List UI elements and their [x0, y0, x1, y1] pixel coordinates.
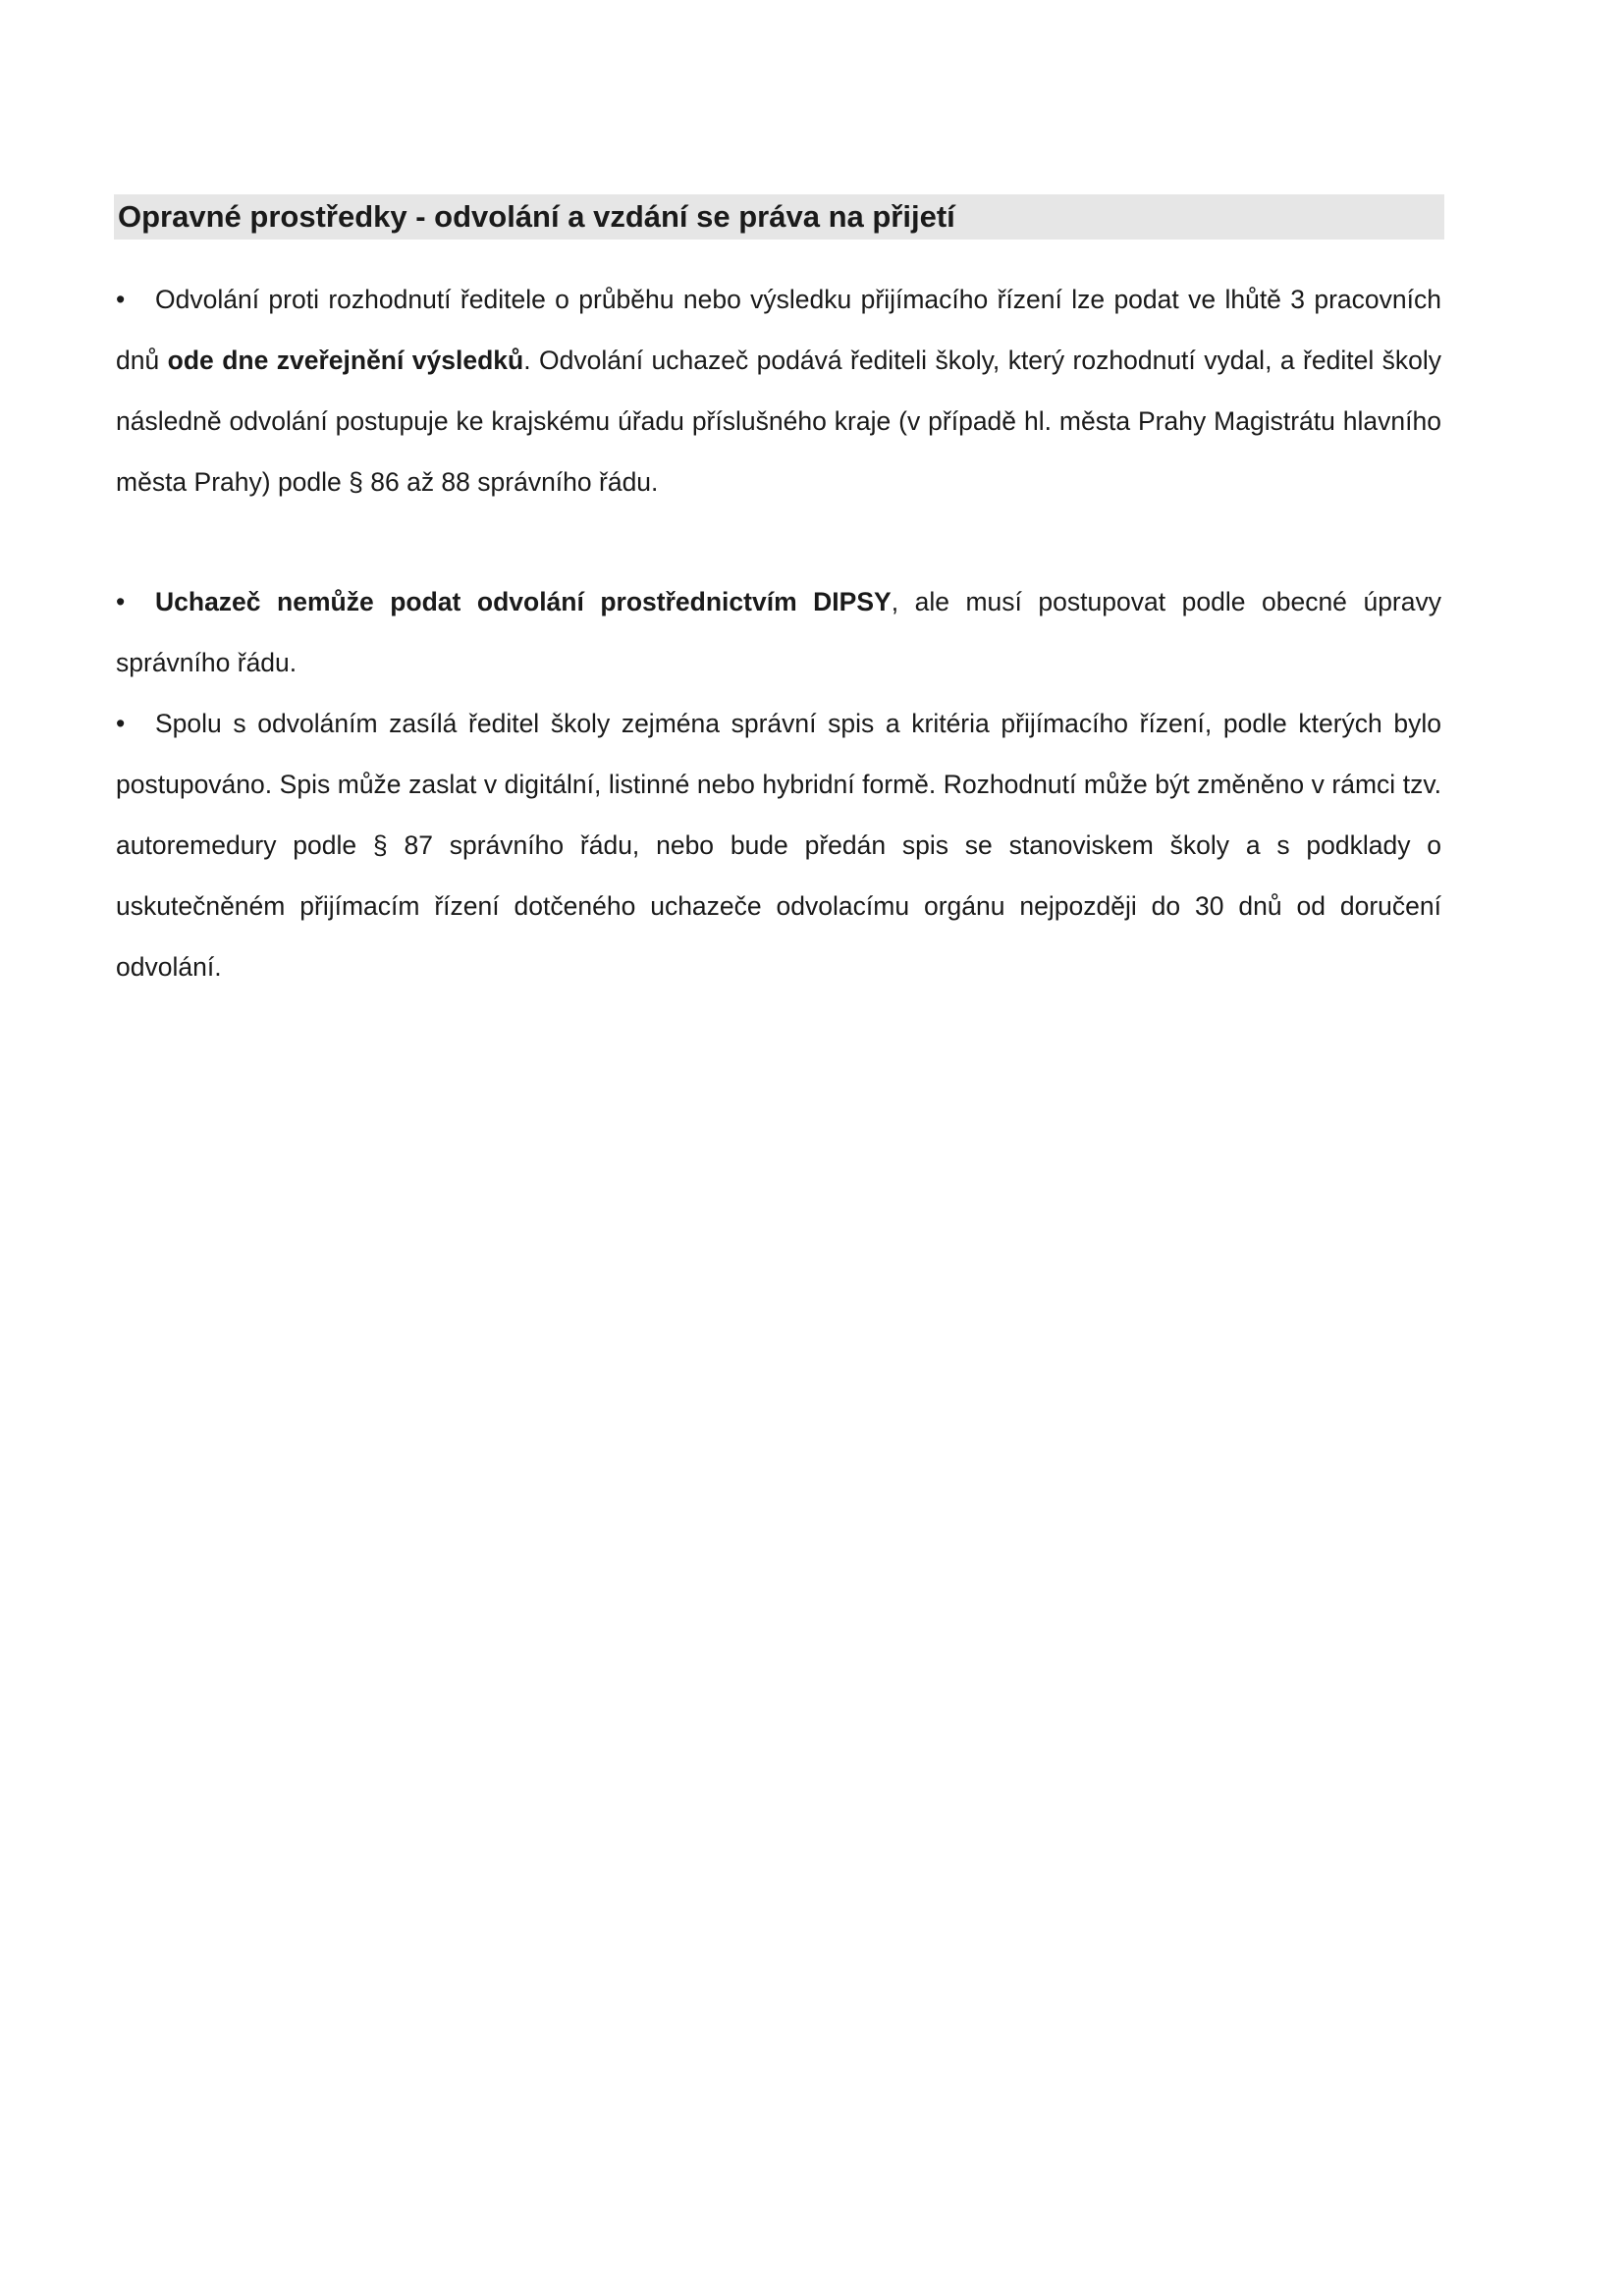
section-heading: Opravné prostředky - odvolání a vzdání se práva na přijetí [114, 194, 1444, 240]
bullet-icon: • [116, 587, 126, 616]
paragraph-text: Spolu s odvoláním zasílá ředitel školy zejména správní spis a kritéria přijímacího řízení, podle kterých bylo postupováno. Spis může zaslat v digitální, listinné nebo hybridní formě. Rozhodnutí může být změněno v rámci tzv. autoremedury podle § 87 správního řádu, nebo bude předán spis se stanoviskem školy a s podklady o uskutečněném přijímacím řízení dotčeného uchazeče odvolacímu orgánu nejpozději do 30 dnů od doručení odvolání. [116, 709, 1441, 982]
bullet-icon: • [116, 709, 126, 738]
paragraph-text: Odvolání proti rozhodnutí ředitele o průběhu nebo výsledku přijímacího řízení lze podat ve lhůtě 3 pracovních dnů [116, 285, 1441, 375]
paragraph-appeal-deadline [116, 269, 1441, 512]
paragraph-text: , ale musí postupovat podle obecné úpravy správního řádu. [116, 587, 1441, 677]
paragraph-bold-text: ode dne zveřejnění výsledků [167, 346, 524, 375]
paragraph-bold-text: Uchazeč nemůže podat odvolání prostřednictvím DIPSY [155, 587, 892, 616]
paragraph-appeal-procedure [116, 693, 1441, 997]
paragraph-no-dipsy-appeal [116, 571, 1441, 693]
paragraph-text: . Odvolání uchazeč podává řediteli školy, který rozhodnutí vydal, a ředitel školy následně odvolání postupuje ke krajskému úřadu příslušného kraje (v případě hl. města Prahy Magistrátu hlavního města Prahy) podle § 86 až 88 správního řádu. [116, 346, 1442, 497]
bullet-icon: • [116, 285, 126, 314]
